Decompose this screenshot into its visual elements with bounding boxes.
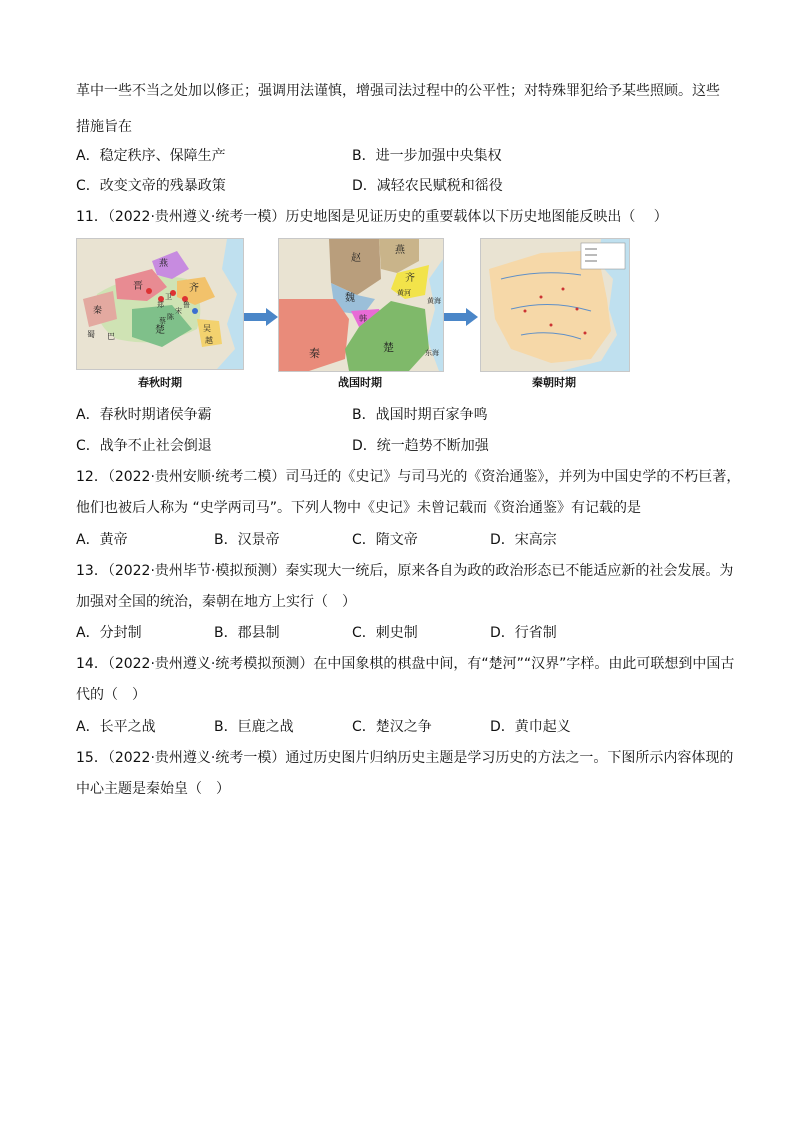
label-wu: 吴 [203, 324, 211, 333]
map-spring-autumn [76, 238, 244, 370]
label-zheng: 郑 [157, 301, 164, 309]
caption-qin-dynasty: 秦朝时期 [532, 376, 576, 389]
label-yue: 越 [205, 336, 213, 345]
label-ws-han: 韩 [359, 314, 367, 323]
q14-option-c[interactable]: C．楚汉之争 [352, 719, 432, 735]
label-ws-wei: 魏 [345, 293, 355, 304]
q11-option-d[interactable]: D．统一趋势不断加强 [352, 438, 489, 454]
q14-option-b[interactable]: B．巨鹿之战 [214, 719, 294, 735]
q13-stem-line1: 13．（2022·贵州毕节·模拟预测）秦实现大一统后，原来各自为政的政治形态已不能适应新的社会发展。为 [76, 563, 734, 579]
label-yan: 燕 [159, 259, 169, 269]
q10-option-c[interactable]: C．改变文帝的残暴政策 [76, 178, 226, 194]
q11-option-a[interactable]: A．春秋时期诸侯争霸 [76, 407, 212, 423]
label-ws-donghai: 东海 [425, 349, 439, 357]
map-qin-dynasty [480, 238, 630, 372]
q12-stem-line2: 他们也被后人称为 “史学两司马”。下列人物中《史记》未曾记载而《资治通鉴》有记载的是 [76, 500, 641, 516]
q12-stem-line1: 12．（2022·贵州安顺·统考二模）司马迁的《史记》与司马光的《资治通鉴》，并列为中国史学的不朽巨著， [76, 469, 741, 485]
q13-stem-line2: 加强对全国的统治，秦朝在地方上实行（ ） [76, 594, 356, 610]
label-ws-yan: 燕 [395, 245, 405, 256]
q13-option-c[interactable]: C．刺史制 [352, 625, 418, 641]
map-spring-autumn-graphic [77, 239, 243, 369]
label-ws-chu: 楚 [383, 341, 394, 354]
label-wei: 卫 [165, 293, 172, 301]
q13-option-d[interactable]: D．行省制 [490, 625, 557, 641]
q12-option-a[interactable]: A．黄帝 [76, 532, 128, 548]
label-cai: 蔡 [159, 317, 166, 325]
map-qin-dynasty-graphic [481, 239, 629, 371]
label-ws-zhao: 赵 [351, 253, 361, 264]
q11-option-b[interactable]: B．战国时期百家争鸣 [352, 407, 488, 423]
q15-stem-line2: 中心主题是秦始皇（ ） [76, 781, 230, 797]
label-ws-huanghe: 黄河 [397, 289, 411, 297]
q11-option-c[interactable]: C．战争不止社会倒退 [76, 438, 212, 454]
q10-stem-line1: 革中一些不当之处加以修正；强调用法谨慎，增强司法过程中的公平性；对特殊罪犯给予某些照顾。这些 [76, 83, 720, 99]
label-qi: 齐 [189, 283, 199, 294]
q10-option-a[interactable]: A．稳定秩序、保障生产 [76, 148, 226, 164]
caption-warring-states: 战国时期 [338, 376, 382, 389]
q13-option-a[interactable]: A．分封制 [76, 625, 142, 641]
caption-spring-autumn: 春秋时期 [138, 376, 182, 389]
label-ba: 巴 [107, 332, 115, 341]
q10-stem-line2: 措施旨在 [76, 119, 132, 135]
label-qin: 秦 [93, 306, 103, 316]
map-warring-states [278, 238, 444, 372]
q12-option-c[interactable]: C．隋文帝 [352, 532, 418, 548]
label-jin: 晋 [133, 281, 143, 292]
arrow-right-icon [444, 308, 478, 326]
q13-option-b[interactable]: B．郡县制 [214, 625, 280, 641]
label-chen: 陈 [167, 313, 174, 321]
label-ws-qin: 秦 [309, 347, 320, 360]
arrow-right-icon [244, 308, 278, 326]
q14-option-d[interactable]: D．黄巾起义 [490, 719, 571, 735]
label-shu: 蜀 [87, 330, 95, 339]
q15-stem-line1: 15．（2022·贵州遵义·统考一模）通过历史图片归纳历史主题是学习历史的方法之一。下图所示内容体现的 [76, 750, 734, 766]
label-ws-huanghai: 黄海 [427, 297, 441, 305]
q10-option-b[interactable]: B．进一步加强中央集权 [352, 148, 502, 164]
label-chu: 楚 [155, 325, 165, 336]
label-lu: 鲁 [183, 301, 190, 309]
q11-stem: 11．（2022·贵州遵义·统考一模）历史地图是见证历史的重要载体以下历史地图能反映出（ ） [76, 209, 668, 225]
label-ws-qi: 齐 [405, 273, 415, 284]
label-song: 宋 [175, 307, 182, 315]
map-warring-states-graphic [279, 239, 443, 371]
q14-stem-line1: 14．（2022·贵州遵义·统考模拟预测）在中国象棋的棋盘中间，有“楚河”“汉界”字样。由此可联想到中国古 [76, 656, 735, 672]
q14-stem-line2: 代的（ ） [76, 687, 146, 703]
q10-option-d[interactable]: D．减轻农民赋税和徭役 [352, 178, 503, 194]
q12-option-d[interactable]: D．宋高宗 [490, 532, 557, 548]
q12-option-b[interactable]: B．汉景帝 [214, 532, 280, 548]
q14-option-a[interactable]: A．长平之战 [76, 719, 156, 735]
